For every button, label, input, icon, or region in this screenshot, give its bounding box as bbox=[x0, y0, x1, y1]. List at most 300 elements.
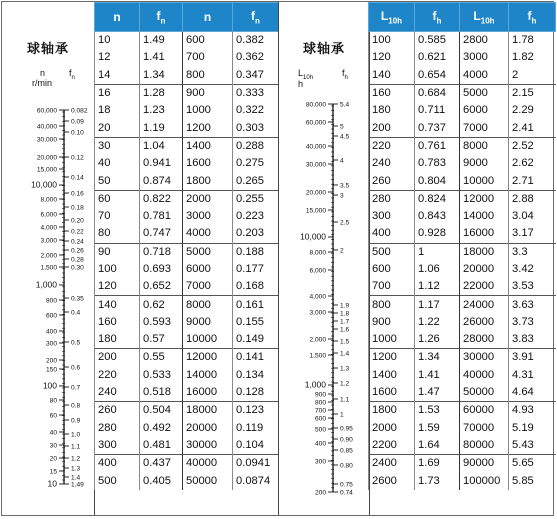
table-cell: 3.73 bbox=[509, 314, 556, 331]
table-cell: 0.783 bbox=[415, 155, 460, 172]
table-cell: 0.55 bbox=[140, 349, 183, 367]
scale-tick-label-right: 0.20 bbox=[71, 217, 84, 225]
table-cell: 1.82 bbox=[509, 49, 556, 66]
scale-tick-label-left: 60,000 bbox=[36, 107, 57, 115]
table-cell: 600 bbox=[369, 261, 415, 278]
table-cell: 2.71 bbox=[509, 172, 556, 190]
scale-tick-label-right: 0.80 bbox=[340, 462, 353, 470]
table-cell: 1.41 bbox=[140, 49, 183, 66]
table-cell: 800 bbox=[369, 296, 415, 314]
scale-tick-label-left: 30,000 bbox=[36, 136, 57, 144]
table-cell: 220 bbox=[369, 137, 415, 155]
table-cell: 280 bbox=[369, 190, 415, 208]
table-cell: 3.63 bbox=[509, 296, 556, 314]
table-cell: 40 bbox=[95, 155, 140, 172]
table-row bbox=[369, 314, 556, 331]
table-cell: 1 bbox=[415, 243, 460, 261]
scale-tick-label-left: 80 bbox=[49, 397, 57, 405]
table-cell: 1.19 bbox=[140, 119, 183, 137]
table-cell: 3.3 bbox=[509, 243, 556, 261]
table-row bbox=[95, 102, 279, 119]
table-cell: 9000 bbox=[460, 155, 509, 172]
scale-tick-label-right: 1 bbox=[340, 411, 344, 419]
scale-tick-label-right: 1.3 bbox=[340, 365, 350, 373]
table-cell: 700 bbox=[183, 49, 233, 66]
table-cell: 16000 bbox=[183, 384, 233, 402]
table-cell: 14 bbox=[95, 67, 140, 85]
table-cell: 0.362 bbox=[233, 49, 279, 66]
table-cell: 3000 bbox=[183, 208, 233, 225]
table-row bbox=[95, 261, 279, 278]
table-cell: 1.12 bbox=[415, 278, 460, 296]
table-cell: 200 bbox=[369, 119, 415, 137]
table-cell: 18000 bbox=[183, 402, 233, 420]
table-row bbox=[369, 384, 556, 402]
scale-tick-label-left: 15 bbox=[49, 468, 57, 476]
table-cell: 1.34 bbox=[140, 67, 183, 85]
table-cell: 0.275 bbox=[233, 155, 279, 172]
table-cell: 600 bbox=[183, 32, 233, 50]
table-cell: 50 bbox=[95, 172, 140, 190]
table-row bbox=[95, 84, 279, 102]
scale-tick-label-right: 0.95 bbox=[340, 425, 353, 433]
bearing-life-chart-panel bbox=[1, 1, 554, 516]
table-cell: 1.34 bbox=[415, 349, 460, 367]
table-cell: 4.31 bbox=[509, 367, 556, 384]
table-row bbox=[369, 137, 556, 155]
table-cell: 1.41 bbox=[415, 367, 460, 384]
table-row bbox=[95, 172, 279, 190]
scale-tick-label-right: 0.10 bbox=[71, 129, 84, 137]
scale-tick-label-left: 1,000 bbox=[304, 379, 326, 390]
table-cell: 5000 bbox=[460, 84, 509, 102]
table-cell: 70000 bbox=[460, 420, 509, 437]
table-cell: 1.64 bbox=[415, 437, 460, 455]
scale-tick-label-right: 1.1 bbox=[340, 396, 350, 404]
axis-n-unit: r/min bbox=[32, 78, 52, 88]
scale-tick-label-right: 1.3 bbox=[71, 465, 81, 473]
table-cell: 0.533 bbox=[140, 367, 183, 384]
table-cell: 400 bbox=[95, 455, 140, 473]
table-row bbox=[95, 225, 279, 243]
table-cell: 7000 bbox=[183, 278, 233, 296]
table-cell: 1.49 bbox=[140, 32, 183, 50]
scale-tick-label-right: 0.7 bbox=[71, 384, 81, 392]
table-cell: 0.481 bbox=[140, 437, 183, 455]
table-cell: 0.504 bbox=[140, 402, 183, 420]
table-row bbox=[369, 208, 556, 225]
table-cell: 100000 bbox=[460, 472, 509, 489]
scale-tick-label-right: 1.0 bbox=[71, 431, 81, 439]
table-cell: 0.123 bbox=[233, 402, 279, 420]
table-cell: 5000 bbox=[183, 243, 233, 261]
table-cell: 1.73 bbox=[415, 472, 460, 489]
scale-tick-label-left: 6,000 bbox=[40, 211, 57, 219]
table-cell: 90000 bbox=[460, 455, 509, 473]
table-cell: 0.747 bbox=[140, 225, 183, 243]
table-cell: 240 bbox=[95, 384, 140, 402]
table-cell: 0.223 bbox=[233, 208, 279, 225]
table-cell: 0.804 bbox=[415, 172, 460, 190]
life-factor-scale bbox=[279, 2, 369, 517]
scale-tick-label-right: 0.12 bbox=[71, 154, 84, 162]
table-cell: 1.06 bbox=[415, 261, 460, 278]
table-cell: 0.62 bbox=[140, 296, 183, 314]
table-cell: 0.928 bbox=[415, 225, 460, 243]
table-row bbox=[95, 119, 279, 137]
scale-tick-label-right: 0.4 bbox=[71, 309, 81, 317]
table-cell: 6000 bbox=[460, 102, 509, 119]
table-cell: 0.593 bbox=[140, 314, 183, 331]
table-cell: 16 bbox=[95, 84, 140, 102]
scale-tick-label-left: 1,500 bbox=[40, 264, 57, 272]
table-cell: 300 bbox=[369, 208, 415, 225]
table-row bbox=[369, 155, 556, 172]
scale-tick-label-left: 400 bbox=[45, 328, 57, 336]
scale-tick-label-left: 700 bbox=[314, 407, 326, 415]
table-cell: 3.42 bbox=[509, 261, 556, 278]
scale-tick-label-left: 600 bbox=[45, 312, 57, 320]
table-cell: 0.693 bbox=[140, 261, 183, 278]
scale-tick-label-left: 3,000 bbox=[309, 309, 326, 317]
table-cell: 2800 bbox=[460, 32, 509, 50]
table-cell: 0.141 bbox=[233, 349, 279, 367]
table-cell: 5.65 bbox=[509, 455, 556, 473]
table-cell: 1600 bbox=[183, 155, 233, 172]
scale-tick-label-right: 0.30 bbox=[71, 264, 84, 272]
table-cell: 0.255 bbox=[233, 190, 279, 208]
table-cell: 1800 bbox=[183, 172, 233, 190]
table-cell: 3.91 bbox=[509, 349, 556, 367]
scale-tick-label-right: 1.6 bbox=[340, 326, 350, 334]
scale-tick-label-right: 3 bbox=[340, 192, 344, 200]
scale-tick-label-right: 0.85 bbox=[340, 447, 353, 455]
table-cell: 10000 bbox=[183, 331, 233, 349]
table-cell: 2.62 bbox=[509, 155, 556, 172]
scale-tick-label-right: 0.14 bbox=[71, 174, 84, 182]
table-cell: 1.28 bbox=[140, 84, 183, 102]
scale-tick-label-right: 1.4 bbox=[71, 474, 81, 482]
table-cell: 0.405 bbox=[140, 472, 183, 489]
table-cell: 260 bbox=[369, 172, 415, 190]
scale-tick-label-right: 0.75 bbox=[340, 481, 353, 489]
scale-tick-label-right: 1.9 bbox=[340, 302, 350, 310]
scale-tick-label-right: 2.5 bbox=[340, 219, 350, 227]
table-cell: 1.17 bbox=[415, 296, 460, 314]
scale-tick-label-left: 20,000 bbox=[305, 189, 326, 197]
table-cell: 4000 bbox=[460, 67, 509, 85]
scale-tick-label-left: 80,000 bbox=[305, 101, 326, 109]
table-cell: 300 bbox=[95, 437, 140, 455]
table-row bbox=[95, 384, 279, 402]
table-cell: 0.718 bbox=[140, 243, 183, 261]
scale-tick-label-left: 40 bbox=[49, 429, 57, 437]
table-row bbox=[95, 296, 279, 314]
table-cell: 20000 bbox=[183, 420, 233, 437]
column-header: $f_h$ bbox=[509, 3, 556, 32]
scale-tick-label-right: 1.8 bbox=[340, 310, 350, 318]
scale-tick-label-right: 5.4 bbox=[340, 101, 350, 109]
table-cell: 0.0941 bbox=[233, 455, 279, 473]
table-cell: 1000 bbox=[369, 331, 415, 349]
table-cell: 0.652 bbox=[140, 278, 183, 296]
scale-tick-label-right: 0.09 bbox=[71, 118, 84, 126]
axis-fn-label: $f_n$ bbox=[69, 68, 75, 81]
table-cell: 0.322 bbox=[233, 102, 279, 119]
table-cell: 12000 bbox=[460, 190, 509, 208]
scale-tick-label-right: 0.90 bbox=[340, 436, 353, 444]
table-cell: 1000 bbox=[183, 102, 233, 119]
scale-tick-label-right: 1.2 bbox=[71, 455, 81, 463]
table-cell: 2.29 bbox=[509, 102, 556, 119]
table-cell: 0.347 bbox=[233, 67, 279, 85]
table-cell: 4.93 bbox=[509, 402, 556, 420]
table-cell: 20000 bbox=[460, 261, 509, 278]
table-cell: 800 bbox=[183, 67, 233, 85]
scale-tick-label-left: 800 bbox=[314, 399, 326, 407]
table-cell: 5.19 bbox=[509, 420, 556, 437]
table-cell: 100 bbox=[369, 32, 415, 50]
table-cell: 2000 bbox=[369, 420, 415, 437]
table-row bbox=[369, 437, 556, 455]
scale-tick-label-left: 10,000 bbox=[300, 231, 326, 242]
axis-h-label: h bbox=[298, 79, 304, 89]
table-row bbox=[369, 455, 556, 473]
table-cell: 200 bbox=[95, 349, 140, 367]
table-cell: 1.04 bbox=[140, 137, 183, 155]
table-cell: 1.69 bbox=[415, 455, 460, 473]
nomogram-title: 球轴承 bbox=[302, 41, 345, 56]
scale-tick-label-left: 15,000 bbox=[36, 166, 57, 174]
table-cell: 0.684 bbox=[415, 84, 460, 102]
table-cell: 400 bbox=[369, 225, 415, 243]
table-cell: 8000 bbox=[183, 296, 233, 314]
table-cell: 3.04 bbox=[509, 208, 556, 225]
table-cell: 260 bbox=[95, 402, 140, 420]
table-cell: 80 bbox=[95, 225, 140, 243]
table-row bbox=[369, 367, 556, 384]
table-row bbox=[369, 331, 556, 349]
table-cell: 3.53 bbox=[509, 278, 556, 296]
table-cell: 180 bbox=[95, 331, 140, 349]
table-cell: 9000 bbox=[183, 314, 233, 331]
scale-tick-label-left: 100 bbox=[42, 380, 57, 391]
scale-tick-label-left: 200 bbox=[314, 489, 326, 497]
table-cell: 180 bbox=[369, 102, 415, 119]
table-cell: 0.781 bbox=[140, 208, 183, 225]
table-cell: 26000 bbox=[460, 314, 509, 331]
column-header: $L_{10h}$ bbox=[460, 3, 509, 32]
table-row bbox=[369, 49, 556, 66]
scale-tick-label-left: 10,000 bbox=[31, 179, 57, 190]
scale-tick-label-right: 1.7 bbox=[340, 318, 350, 326]
scale-tick-label-left: 60,000 bbox=[305, 119, 326, 127]
table-cell: 16000 bbox=[460, 225, 509, 243]
table-cell: 28000 bbox=[460, 331, 509, 349]
scale-tick-label-right: 0.9 bbox=[71, 417, 81, 425]
table-cell: 10000 bbox=[460, 172, 509, 190]
table-cell: 2600 bbox=[369, 472, 415, 489]
scale-tick-label-left: 2,000 bbox=[309, 336, 326, 344]
table-cell: 0.161 bbox=[233, 296, 279, 314]
table-row bbox=[369, 67, 556, 85]
table-cell: 10 bbox=[95, 32, 140, 50]
table-row bbox=[95, 455, 279, 473]
table-cell: 3000 bbox=[460, 49, 509, 66]
table-cell: 2200 bbox=[369, 437, 415, 455]
table-row bbox=[95, 49, 279, 66]
table-cell: 24000 bbox=[460, 296, 509, 314]
scale-tick-label-right: 0.26 bbox=[71, 247, 84, 255]
axis-n-label: n bbox=[40, 68, 46, 78]
table-cell: 1200 bbox=[369, 349, 415, 367]
table-cell: 120 bbox=[369, 49, 415, 66]
table-cell: 30 bbox=[95, 137, 140, 155]
scale-tick-label-right: 1.2 bbox=[340, 380, 350, 388]
speed-factor-nomogram bbox=[2, 2, 95, 515]
scale-tick-label-left: 40,000 bbox=[305, 143, 326, 151]
column-header: $L_{10h}$ bbox=[369, 3, 415, 32]
table-cell: 1.53 bbox=[415, 402, 460, 420]
table-row bbox=[369, 172, 556, 190]
table-row bbox=[95, 155, 279, 172]
scale-tick-label-left: 15,000 bbox=[305, 207, 326, 215]
table-cell: 240 bbox=[369, 155, 415, 172]
table-row bbox=[95, 208, 279, 225]
scale-tick-label-left: 60 bbox=[49, 412, 57, 420]
column-header: $f_h$ bbox=[415, 3, 460, 32]
scale-tick-label-left: 6,000 bbox=[309, 267, 326, 275]
column-header: $f_n$ bbox=[233, 3, 279, 32]
table-cell: 2.41 bbox=[509, 119, 556, 137]
table-cell: 60000 bbox=[460, 402, 509, 420]
table-row bbox=[369, 472, 556, 489]
table-cell: 0.57 bbox=[140, 331, 183, 349]
table-cell: 18000 bbox=[460, 243, 509, 261]
table-cell: 0.333 bbox=[233, 84, 279, 102]
table-cell: 3.17 bbox=[509, 225, 556, 243]
scale-tick-label-right: 2 bbox=[340, 247, 344, 255]
scale-tick-label-right: 0.6 bbox=[71, 364, 81, 372]
table-row bbox=[369, 349, 556, 367]
table-cell: 4000 bbox=[183, 225, 233, 243]
scale-tick-label-right: 1.1 bbox=[71, 443, 81, 451]
table-row bbox=[95, 243, 279, 261]
table-cell: 4.64 bbox=[509, 384, 556, 402]
scale-tick-label-right: 0.22 bbox=[71, 228, 84, 236]
scale-tick-label-left: 400 bbox=[314, 440, 326, 448]
table-cell: 40000 bbox=[460, 367, 509, 384]
scale-tick-label-right: 0.082 bbox=[71, 107, 88, 115]
table-cell: 160 bbox=[95, 314, 140, 331]
scale-tick-label-right: 5 bbox=[340, 123, 344, 131]
table-cell: 2.52 bbox=[509, 137, 556, 155]
table-cell: 0.492 bbox=[140, 420, 183, 437]
table-cell: 18 bbox=[95, 102, 140, 119]
table-cell: 5.85 bbox=[509, 472, 556, 489]
table-row bbox=[95, 437, 279, 455]
table-cell: 20 bbox=[95, 119, 140, 137]
scale-tick-label-left: 30 bbox=[49, 442, 57, 450]
table-row bbox=[369, 243, 556, 261]
table-cell: 40000 bbox=[183, 455, 233, 473]
life-factor-table bbox=[368, 2, 556, 490]
scale-tick-label-right: 4.5 bbox=[340, 133, 350, 141]
table-cell: 2000 bbox=[183, 190, 233, 208]
table-cell: 0.761 bbox=[415, 137, 460, 155]
scale-tick-label-right: 1.5 bbox=[340, 338, 350, 346]
scale-tick-label-right: 0.5 bbox=[71, 339, 81, 347]
table-row bbox=[95, 367, 279, 384]
scale-tick-label-right: 0.18 bbox=[71, 204, 84, 212]
table-cell: 0.518 bbox=[140, 384, 183, 402]
table-cell: 30000 bbox=[460, 349, 509, 367]
scale-tick-label-left: 500 bbox=[314, 426, 326, 434]
table-cell: 60 bbox=[95, 190, 140, 208]
scale-tick-label-left: 900 bbox=[314, 391, 326, 399]
column-header: $f_n$ bbox=[140, 3, 183, 32]
table-cell: 0.654 bbox=[415, 67, 460, 85]
table-cell: 100 bbox=[95, 261, 140, 278]
scale-tick-label-right: 1.49 bbox=[71, 481, 84, 489]
table-row bbox=[95, 67, 279, 85]
table-cell: 8000 bbox=[460, 137, 509, 155]
scale-tick-label-left: 20,000 bbox=[36, 154, 57, 162]
table-cell: 50000 bbox=[183, 472, 233, 489]
scale-tick-label-right: 0.16 bbox=[71, 190, 84, 198]
scale-tick-label-left: 3,000 bbox=[40, 237, 57, 245]
scale-tick-label-right: 0.24 bbox=[71, 238, 84, 246]
scale-tick-label-left: 4,000 bbox=[309, 293, 326, 301]
scale-tick-label-left: 40,000 bbox=[36, 123, 57, 131]
axis-fh-label: $f_h$ bbox=[342, 68, 348, 81]
scale-tick-label-left: 800 bbox=[45, 297, 57, 305]
table-cell: 14000 bbox=[183, 367, 233, 384]
table-row bbox=[369, 102, 556, 119]
table-cell: 1.59 bbox=[415, 420, 460, 437]
table-cell: 0.822 bbox=[140, 190, 183, 208]
table-row bbox=[95, 349, 279, 367]
table-cell: 90 bbox=[95, 243, 140, 261]
column-header: n bbox=[95, 3, 140, 32]
scale-tick-label-right: 1.4 bbox=[340, 350, 350, 358]
table-cell: 0.177 bbox=[233, 261, 279, 278]
table-cell: 160 bbox=[369, 84, 415, 102]
scale-tick-label-right: 0.28 bbox=[71, 256, 84, 264]
table-cell: 900 bbox=[183, 84, 233, 102]
table-cell: 500 bbox=[369, 243, 415, 261]
table-cell: 500 bbox=[95, 472, 140, 489]
table-cell: 0.168 bbox=[233, 278, 279, 296]
nomogram-title: 球轴承 bbox=[26, 41, 69, 56]
table-cell: 1600 bbox=[369, 384, 415, 402]
table-cell: 0.621 bbox=[415, 49, 460, 66]
table-cell: 30000 bbox=[183, 437, 233, 455]
table-cell: 0.128 bbox=[233, 384, 279, 402]
table-cell: 0.134 bbox=[233, 367, 279, 384]
scale-tick-label-left: 600 bbox=[314, 415, 326, 423]
table-row bbox=[369, 84, 556, 102]
table-cell: 900 bbox=[369, 314, 415, 331]
table-cell: 0.203 bbox=[233, 225, 279, 243]
table-cell: 2 bbox=[509, 67, 556, 85]
table-cell: 12 bbox=[95, 49, 140, 66]
scale-tick-label-left: 4,000 bbox=[40, 224, 57, 232]
table-cell: 1400 bbox=[183, 137, 233, 155]
table-cell: 70 bbox=[95, 208, 140, 225]
table-cell: 80000 bbox=[460, 437, 509, 455]
table-cell: 0.265 bbox=[233, 172, 279, 190]
